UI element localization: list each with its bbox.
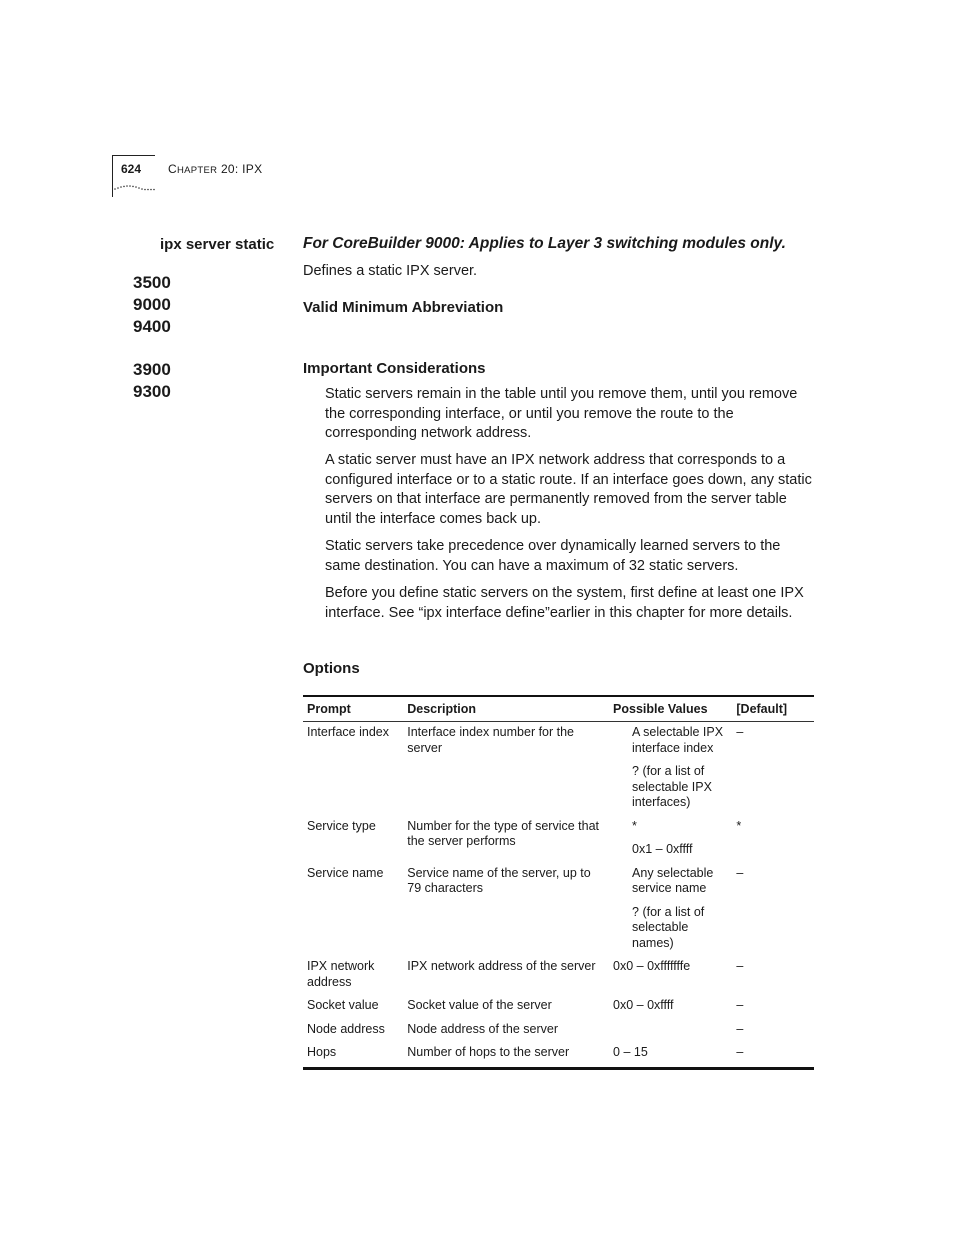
cell-prompt: Service type	[307, 818, 376, 833]
cell-default: *	[736, 818, 742, 833]
cell-default: –	[736, 998, 744, 1012]
cell-prompt: Service name	[307, 865, 384, 880]
table-row	[303, 1020, 814, 1044]
header-dotted-ornament	[113, 183, 155, 191]
cell-description: Service name of the server, up to 79 characters	[407, 865, 591, 895]
options-table	[303, 695, 814, 1070]
column-header-possible-values: Possible Values	[613, 702, 708, 716]
column-header-prompt: Prompt	[307, 702, 351, 716]
cell-possible-values	[609, 722, 732, 817]
possible-value: *	[632, 818, 637, 833]
cell-description: Socket value of the server	[407, 998, 552, 1012]
platform-label: 9000	[133, 295, 171, 314]
command-name: ipx server static	[160, 236, 275, 253]
table-row	[303, 1043, 814, 1068]
possible-value: 0 – 15	[613, 1045, 648, 1059]
table-row	[303, 996, 814, 1020]
table-header-row	[303, 696, 814, 722]
options-table-wrapper	[303, 695, 814, 1070]
consideration-paragraph: A static server must have an IPX network address that corresponds to a configured interface or to a static route. If an interface goes down, any static servers on that interface are permanently removed from the server table until the interface comes back up.	[325, 452, 812, 527]
table-row	[303, 957, 814, 996]
cell-prompt: Hops	[307, 1045, 337, 1059]
possible-value: 0x1 – 0xffff	[632, 842, 693, 856]
possible-value: ? (for a list of selectable IPX interfaces)	[632, 764, 712, 809]
possible-value: 0x0 – 0xffff	[613, 998, 674, 1012]
cell-prompt: Node address	[307, 1021, 385, 1036]
platform-label: 9300	[133, 382, 171, 401]
chapter-small-caps: HAPTER	[176, 165, 218, 176]
cell-default: –	[736, 725, 744, 739]
cell-possible-values	[609, 996, 732, 1020]
table-row	[303, 817, 814, 864]
cell-default: –	[736, 1045, 744, 1059]
cell-description: Number for the type of service that the server performs	[407, 818, 600, 848]
cell-description: Node address of the server	[407, 1021, 559, 1036]
page-number: 624	[121, 162, 142, 176]
possible-value: A selectable IPX interface index	[632, 725, 724, 755]
platform-label: 3900	[133, 360, 171, 379]
header-rule-horizontal	[112, 155, 155, 156]
possible-value: Any selectable service name	[632, 865, 714, 895]
cell-possible-values	[609, 864, 732, 958]
cell-description: Interface index number for the server	[407, 725, 575, 755]
consideration-paragraph: Static servers remain in the table until you remove them, until you remove the corresponding interface, or until you remove the route to the corresponding network address.	[325, 386, 798, 442]
consideration-paragraph: Before you define static servers on the system, first define at least one IPX interface. See “ipx interface define”earlier in this chapter for more details.	[325, 585, 804, 621]
heading-important-considerations: Important Considerations	[303, 360, 486, 377]
chapter-rest: 20: IPX	[217, 162, 263, 176]
chapter-title	[168, 162, 262, 176]
cell-default: –	[736, 959, 744, 973]
table-row	[303, 864, 814, 958]
heading-valid-minimum-abbreviation: Valid Minimum Abbreviation	[303, 299, 504, 316]
cell-description: IPX network address of the server	[407, 959, 596, 973]
column-header-description: Description	[407, 702, 477, 716]
column-header-default: [Default]	[736, 702, 788, 716]
cell-prompt: IPX network address	[307, 959, 375, 989]
cell-prompt: Socket value	[307, 998, 379, 1012]
cell-description: Number of hops to the server	[407, 1045, 570, 1059]
chapter-cap: C	[168, 162, 177, 176]
cell-possible-values	[609, 1020, 732, 1044]
platform-label: 3500	[133, 273, 171, 292]
cell-default: –	[736, 865, 744, 880]
platform-label: 9400	[133, 317, 171, 336]
cell-prompt: Interface index	[307, 725, 389, 739]
consideration-paragraph: Static servers take precedence over dynamically learned servers to the same destination. You can have a maximum of 32 static servers.	[325, 538, 781, 574]
applies-note: For CoreBuilder 9000: Applies to Layer 3 switching modules only.	[303, 235, 786, 252]
cell-possible-values	[609, 1043, 732, 1068]
cell-possible-values	[609, 817, 732, 864]
table-row	[303, 722, 814, 817]
possible-value: ? (for a list of selectable names)	[632, 904, 705, 950]
cell-default: –	[736, 1021, 744, 1036]
possible-value: 0x0 – 0xfffffffe	[613, 959, 691, 973]
command-description: Defines a static IPX server.	[303, 263, 478, 279]
heading-options: Options	[303, 660, 360, 677]
cell-possible-values	[609, 957, 732, 996]
